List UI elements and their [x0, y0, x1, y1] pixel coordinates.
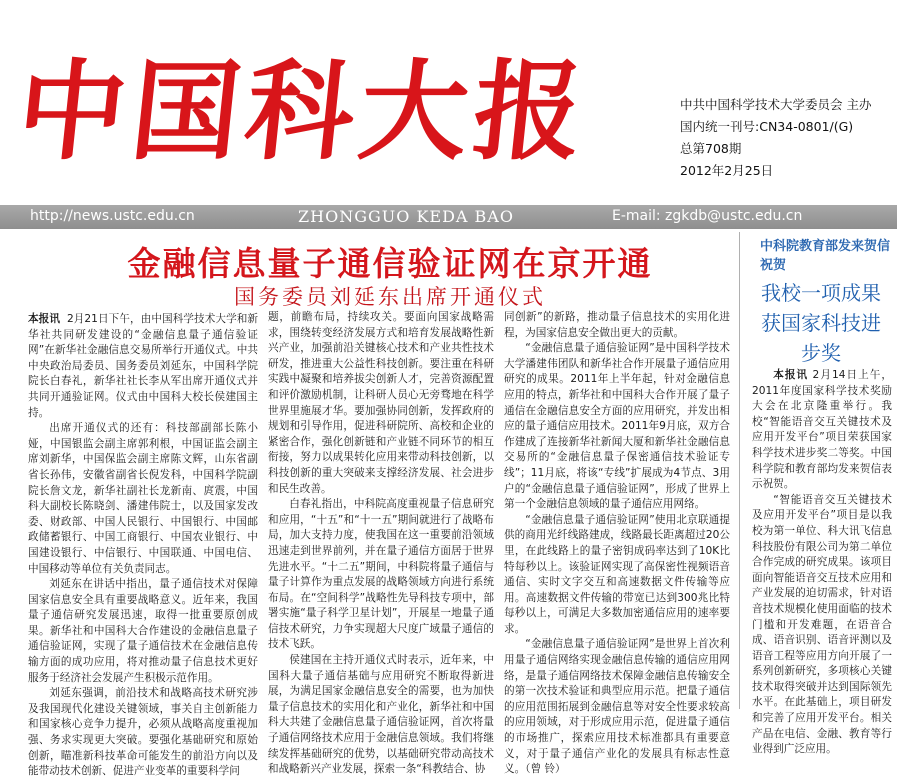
article-column-1 — [28, 312, 259, 778]
lead-label: 本报讯 — [28, 313, 61, 325]
column-divider — [739, 232, 740, 709]
article-column-2 — [268, 310, 494, 776]
cn-number: 国内统一刊号:CN34-0801/(G) — [680, 119, 854, 134]
article-paragraph: 题，前瞻布局，持续攻关。要面向国家战略需求，围绕转变经济发展方式和培育发展战略性新兴产业，加强前沿关键核心技术和产业共性技术研发，推进重大公益性科技创新。要注重在科研实践中凝聚和培养拔尖创新人才，完善资源配置和评价激励机制，让科研人员心无旁骛地在科学世界里施展才华。要加强协同创新，发挥政府的规划和引导作用，促进科研院所、高校和企业的紧密合作，强化创新链和产业链不同环节的相互衔接，努力以成果转化应用来带动科技创新，以科技创新的重大突破来支撑经济发展、社会进步和民生改善。 — [268, 311, 494, 495]
article-paragraph: 刘延东在讲话中指出，量子通信技术对保障国家信息安全具有重要战略意义。近年来，我国量子通信研究发展迅速，取得一批重要原创成果。新华社和中国科大合作建设的金融信息量子通信验证网，实现了量子通信技术在金融信息传输方面的成功应用，将对推动量子信息技术更好服务于经济社会发展产生积极示范作用。 — [28, 578, 258, 684]
masthead-title: 中国科大报 — [11, 49, 595, 175]
article-headline: 金融信息量子通信验证网在京开通 — [127, 244, 653, 283]
paragraph-text: 2月14日上午，2011年度国家科学技术奖励大会在北京隆重举行。我校“智能语音交互关键技术及应用开发平台”项目荣获国家科学技术进步奖二等奖。中国科学院和教育部均发来贺信表示祝贺。 — [752, 369, 892, 491]
paragraph-text: 2月21日下午，由中国科学技术大学和新华社共同研发建设的“金融信息量子通信验证网”在新华社金融信息交易所举行开通仪式。中共中央政治局委员、国务委员刘延东，中国科学院院长白春礼，新华社社长李从军出席开通仪式并共同开通验证网。仪式由中国科大校长侯建国主持。 — [28, 313, 259, 419]
sponsor-line: 中共中国科学技术大学委员会 主办 — [680, 97, 872, 112]
article-paragraph: “金融信息量子通信验证网”使用北京联通提供的商用光纤线路建成，线路最长距离超过20公里，在此线路上的量子密钥成码率达到了10K比特每秒以上。该验证网实现了高保密性视频语音通信、实时文字交互和高速数据文件传输等应用。高速数据文件传输的带宽已达到300兆比特每秒以上，可满足大多数加密通信应用的速率要求。 — [504, 513, 730, 635]
publication-info — [680, 94, 890, 182]
article-paragraph: “金融信息量子通信验证网”是世界上首次利用量子通信网络实现金融信息传输的通信应用网络，是量子通信网络技术保障金融信息传输安全的第一次技术验证和典型应用示范。把量子通信的应用范围拓展到金融信息等对安全性要求较高的应用领域，对于形成应用示范，促进量子通信的市场推广，探索应用技术标准都具有重要意义，对于量子通信产业化的发展具有标志性意义。（曾 铃） — [504, 638, 730, 776]
pinyin-title: ZHONGGUO KEDA BAO — [298, 207, 514, 226]
article-paragraph: “金融信息量子通信验证网”是中国科学技术大学潘建伟团队和新华社合作开展量子通信应用研究的成果。2011年上半年起，针对金融信息应用的特点，新华社和中国科大合作开展了量子通信在金融信息安全方面的应用研究，并发出相应的量子通信应用技术。2011年9月底，双方合作建成了连接新华社新闻大厦和新华社金融信息交易所的“金融信息量子保密通信技术验证专线”；11月底，将该“专线”扩展成为4节点、3用户的“金融信息量子通信验证网”，形成了世界上第一个金融信息领域的量子通信应用网络。 — [504, 342, 730, 511]
article-paragraph: 刘延东强调，前沿技术和战略高技术研究涉及我国现代化建设关键领域，事关自主创新能力和国家核心竞争力提升，必须从战略高度重视加强、务求实现更大突破。要强化基础研究和原始创新，瞄准新科技革命可能发生的前沿方向以及能带动技术创新、促进产业变革的重要科学问 — [28, 687, 258, 778]
sidebar-paragraph: “智能语音交互关键技术及应用开发平台”项目是以我校为第一单位、科大讯飞信息科技股份有限公司为第二单位合作完成的研究成果。该项目面向智能语音交互技术应用和产业发展的迫切需求，针对语音技术规模化使用面临的技术门槛和开发难题，在语音合成、语音识别、语音评测以及语音工程等应用方向开展了一系列创新研究，多项核心关键技术取得突破并达到国际领先水平。在此基础上，项目研发和完善了应用开发平台。相关产品在电信、金融、教育等行业得到广泛应用。 — [752, 493, 892, 756]
sidebar-headline: 我校一项成果获国家科技进步奖 — [761, 281, 881, 365]
article-paragraph — [28, 312, 258, 421]
issue-date: 2012年2月25日 — [680, 163, 774, 178]
article-paragraph: 白春礼指出，中科院高度重视量子信息研究和应用，“十五”和“十一五”期间就进行了战略布局，加大支持力度，使我国在这一重要前沿领域迅速走到世界前列，并在量子通信方面居于世界先进水平。“十二五”期间，中科院将量子通信与量子计算作为重点发展的战略领域方向进行系统布局。在“空间科学”战略性先导科技专项中，部署实施“量子科学卫星计划”，开展星一地量子通信技术研究，力争实现超大尺度广域量子通信的技术飞跃。 — [268, 498, 494, 651]
article-paragraph: 出席开通仪式的还有：科技部副部长陈小娅，中国银监会副主席郭利根，中国证监会副主席刘新华，中国保监会副主席陈文辉，山东省副省长孙伟，安徽省副省长倪发科，中国科学院副院长詹文龙，新华社副社长龙新南、庹震，中国科大副校长陈晓剑、潘建伟院士，以及国家发改委、财政部、中国人民银行、中国银行、中国邮政储蓄银行、中国工商银行、中国农业银行、中国建设银行、中信银行、中国联通、中国电信、中国移动等单位有关负责同志。 — [28, 422, 258, 575]
sidebar-paragraph — [752, 368, 892, 493]
article-paragraph: 侯建国在主持开通仪式时表示，近年来，中国科大量子通信基础与应用研究不断取得新进展，为满足国家金融信息安全的需要，也为加快量子信息技术的实用化和产业化，新华社和中国科大共建了金融信息量子通信验证网，首次将量子通信网络技术应用于金融信息领域。我们将继续发挥基础研究的优势，以基础研究带动高技术和战略新兴产业发展，探索一条“科教结合、协 — [268, 654, 494, 776]
url-bar — [0, 205, 897, 229]
sidebar-lead-label: 本报讯 — [773, 369, 809, 381]
sidebar-article — [752, 368, 892, 756]
sidebar-kicker: 中科院教育部发来贺信祝贺 — [760, 239, 891, 273]
email-address[interactable]: E-mail: zgkdb@ustc.edu.cn — [612, 208, 803, 224]
website-url[interactable]: http://news.ustc.edu.cn — [30, 208, 195, 224]
article-paragraph: 同创新”的新路，推动量子信息技术的实用化进程，为国家信息安全做出更大的贡献。 — [504, 311, 730, 339]
masthead — [0, 0, 897, 205]
article-column-3 — [504, 310, 730, 776]
issue-number: 总第708期 — [680, 141, 742, 156]
article-subheadline: 国务委员刘延东出席开通仪式 — [234, 285, 546, 309]
